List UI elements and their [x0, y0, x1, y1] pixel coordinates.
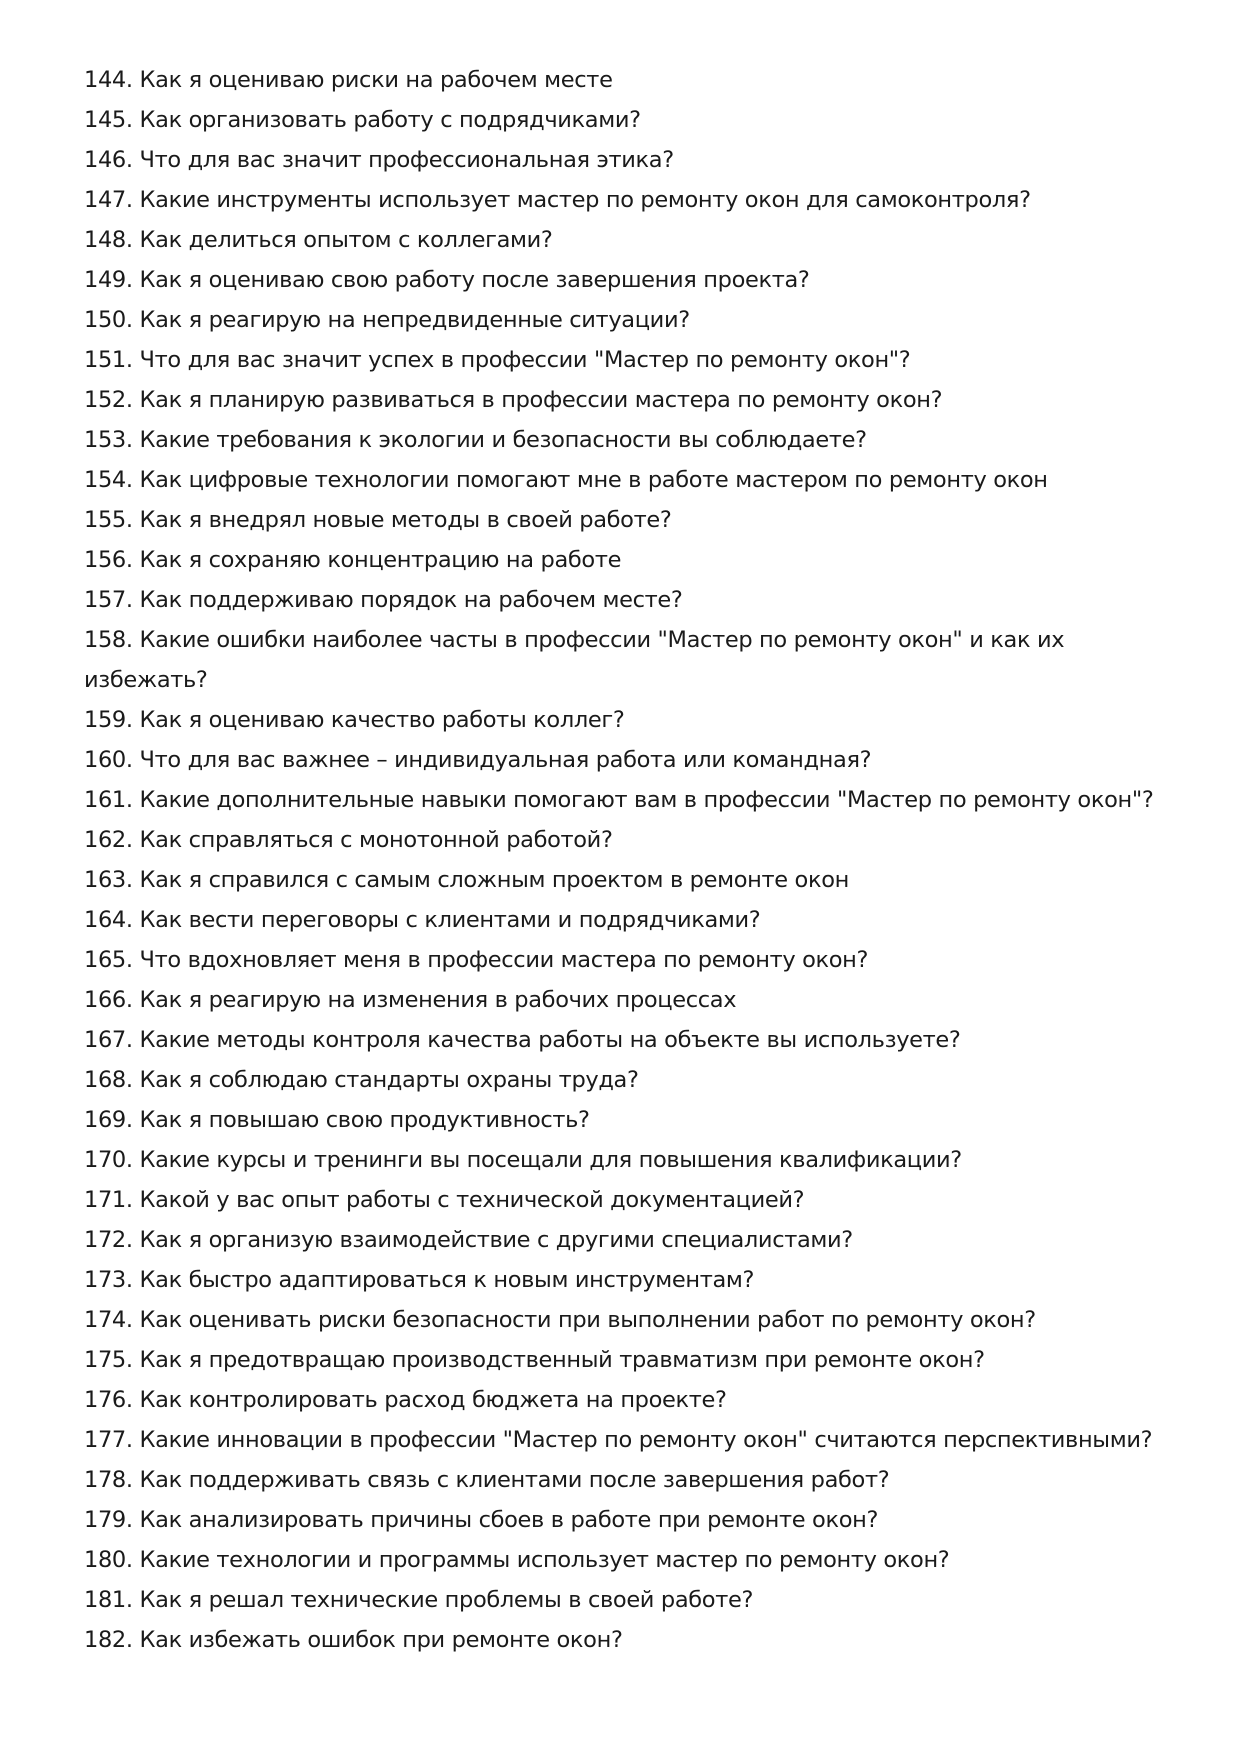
question-number: 175. [84, 1347, 133, 1373]
question-text: Как поддерживать связь с клиентами после завершения работ? [139, 1467, 890, 1493]
question-text: Какие курсы и тренинги вы посещали для повышения квалификации? [139, 1147, 962, 1173]
question-number: 170. [84, 1147, 133, 1173]
question-number: 155. [84, 507, 133, 533]
question-number: 164. [84, 907, 133, 933]
question-number: 149. [84, 267, 133, 293]
question-number: 147. [84, 187, 133, 213]
question-number: 173. [84, 1267, 133, 1293]
question-number: 178. [84, 1467, 133, 1493]
question-number: 151. [84, 347, 133, 373]
question-number: 148. [84, 227, 133, 253]
list-item [84, 1140, 1164, 1180]
question-text: Какой у вас опыт работы с технической документацией? [139, 1187, 805, 1213]
list-item [84, 140, 1164, 180]
question-number: 154. [84, 467, 133, 493]
list-item [84, 700, 1164, 740]
list-item [84, 1380, 1164, 1420]
question-text: Как организовать работу с подрядчиками? [139, 107, 641, 133]
list-item [84, 940, 1164, 980]
question-text: Какие дополнительные навыки помогают вам в профессии "Мастер по ремонту окон"? [139, 787, 1154, 813]
question-text: Как я реагирую на изменения в рабочих процессах [139, 987, 737, 1013]
question-number: 169. [84, 1107, 133, 1133]
list-item [84, 1020, 1164, 1060]
question-number: 165. [84, 947, 133, 973]
question-number: 177. [84, 1427, 133, 1453]
question-number: 172. [84, 1227, 133, 1253]
question-text: Что для вас важнее – индивидуальная работа или командная? [139, 747, 872, 773]
question-text: Как контролировать расход бюджета на проекте? [139, 1387, 727, 1413]
question-number: 167. [84, 1027, 133, 1053]
question-text: Что для вас значит успех в профессии "Мастер по ремонту окон"? [139, 347, 911, 373]
list-item [84, 1220, 1164, 1260]
list-item [84, 300, 1164, 340]
question-number: 158. [84, 627, 133, 653]
question-number: 162. [84, 827, 133, 853]
list-item [84, 380, 1164, 420]
list-item [84, 1420, 1164, 1460]
question-text: Какие инновации в профессии "Мастер по ремонту окон" считаются перспективными? [139, 1427, 1153, 1453]
question-text: Какие технологии и программы использует мастер по ремонту окон? [139, 1547, 950, 1573]
list-item [84, 980, 1164, 1020]
question-text: Как я решал технические проблемы в своей работе? [139, 1587, 754, 1613]
question-number: 157. [84, 587, 133, 613]
question-text: Как я соблюдаю стандарты охраны труда? [139, 1067, 639, 1093]
question-text: Как я предотвращаю производственный травматизм при ремонте окон? [139, 1347, 985, 1373]
question-number: 152. [84, 387, 133, 413]
list-item [84, 1580, 1164, 1620]
list-item [84, 820, 1164, 860]
list-item [84, 1060, 1164, 1100]
question-text: Как справляться с монотонной работой? [139, 827, 613, 853]
list-item [84, 220, 1164, 260]
list-item [84, 1460, 1164, 1500]
question-text: Как я планирую развиваться в профессии мастера по ремонту окон? [139, 387, 943, 413]
question-number: 146. [84, 147, 133, 173]
question-number: 182. [84, 1627, 133, 1653]
question-number: 153. [84, 427, 133, 453]
question-number: 145. [84, 107, 133, 133]
question-list [84, 60, 1164, 1660]
question-text: Какие методы контроля качества работы на объекте вы используете? [139, 1027, 961, 1053]
question-number: 168. [84, 1067, 133, 1093]
question-number: 171. [84, 1187, 133, 1213]
list-item [84, 340, 1164, 380]
list-item [84, 580, 1164, 620]
list-item [84, 1500, 1164, 1540]
list-item [84, 260, 1164, 300]
question-text: Как делиться опытом с коллегами? [139, 227, 553, 253]
question-number: 144. [84, 67, 133, 93]
list-item [84, 1180, 1164, 1220]
list-item [84, 100, 1164, 140]
question-text: Как я организую взаимодействие с другими специалистами? [139, 1227, 853, 1253]
list-item [84, 540, 1164, 580]
question-number: 160. [84, 747, 133, 773]
list-item [84, 780, 1164, 820]
list-item [84, 1620, 1164, 1660]
question-text: Какие инструменты использует мастер по ремонту окон для самоконтроля? [139, 187, 1031, 213]
question-number: 166. [84, 987, 133, 1013]
question-number: 174. [84, 1307, 133, 1333]
question-text: Какие требования к экологии и безопасности вы соблюдаете? [139, 427, 867, 453]
question-text: Как поддерживаю порядок на рабочем месте? [139, 587, 683, 613]
list-item [84, 1100, 1164, 1140]
question-number: 150. [84, 307, 133, 333]
list-item [84, 1300, 1164, 1340]
list-item [84, 180, 1164, 220]
question-text: Как я реагирую на непредвиденные ситуации? [139, 307, 690, 333]
question-number: 163. [84, 867, 133, 893]
list-item [84, 500, 1164, 540]
question-text: Что для вас значит профессиональная этика? [139, 147, 674, 173]
question-number: 180. [84, 1547, 133, 1573]
question-text: Как избежать ошибок при ремонте окон? [139, 1627, 623, 1653]
list-item [84, 60, 1164, 100]
list-item [84, 620, 1164, 700]
list-item [84, 460, 1164, 500]
list-item [84, 1260, 1164, 1300]
question-text: Как я сохраняю концентрацию на работе [139, 547, 622, 573]
question-number: 176. [84, 1387, 133, 1413]
question-text: Как цифровые технологии помогают мне в работе мастером по ремонту окон [139, 467, 1048, 493]
question-text: Как оценивать риски безопасности при выполнении работ по ремонту окон? [139, 1307, 1036, 1333]
list-item [84, 1540, 1164, 1580]
question-text: Как я оцениваю свою работу после завершения проекта? [139, 267, 810, 293]
list-item [84, 900, 1164, 940]
question-text: Что вдохновляет меня в профессии мастера по ремонту окон? [139, 947, 869, 973]
list-item [84, 740, 1164, 780]
question-number: 179. [84, 1507, 133, 1533]
question-text: Как я повышаю свою продуктивность? [139, 1107, 590, 1133]
list-item [84, 860, 1164, 900]
question-text: Как я справился с самым сложным проектом в ремонте окон [139, 867, 849, 893]
question-text: Как вести переговоры с клиентами и подрядчиками? [139, 907, 761, 933]
question-text: Как я внедрял новые методы в своей работе? [139, 507, 672, 533]
question-text: Как анализировать причины сбоев в работе при ремонте окон? [139, 1507, 879, 1533]
question-number: 156. [84, 547, 133, 573]
question-number: 159. [84, 707, 133, 733]
list-item [84, 1340, 1164, 1380]
list-item [84, 420, 1164, 460]
question-text: Как быстро адаптироваться к новым инструментам? [139, 1267, 755, 1293]
question-text: Как я оцениваю качество работы коллег? [139, 707, 625, 733]
question-text: Как я оцениваю риски на рабочем месте [139, 67, 613, 93]
question-text: Какие ошибки наиболее часты в профессии "Мастер по ремонту окон" и как их избежать? [84, 627, 1065, 693]
question-number: 161. [84, 787, 133, 813]
question-number: 181. [84, 1587, 133, 1613]
